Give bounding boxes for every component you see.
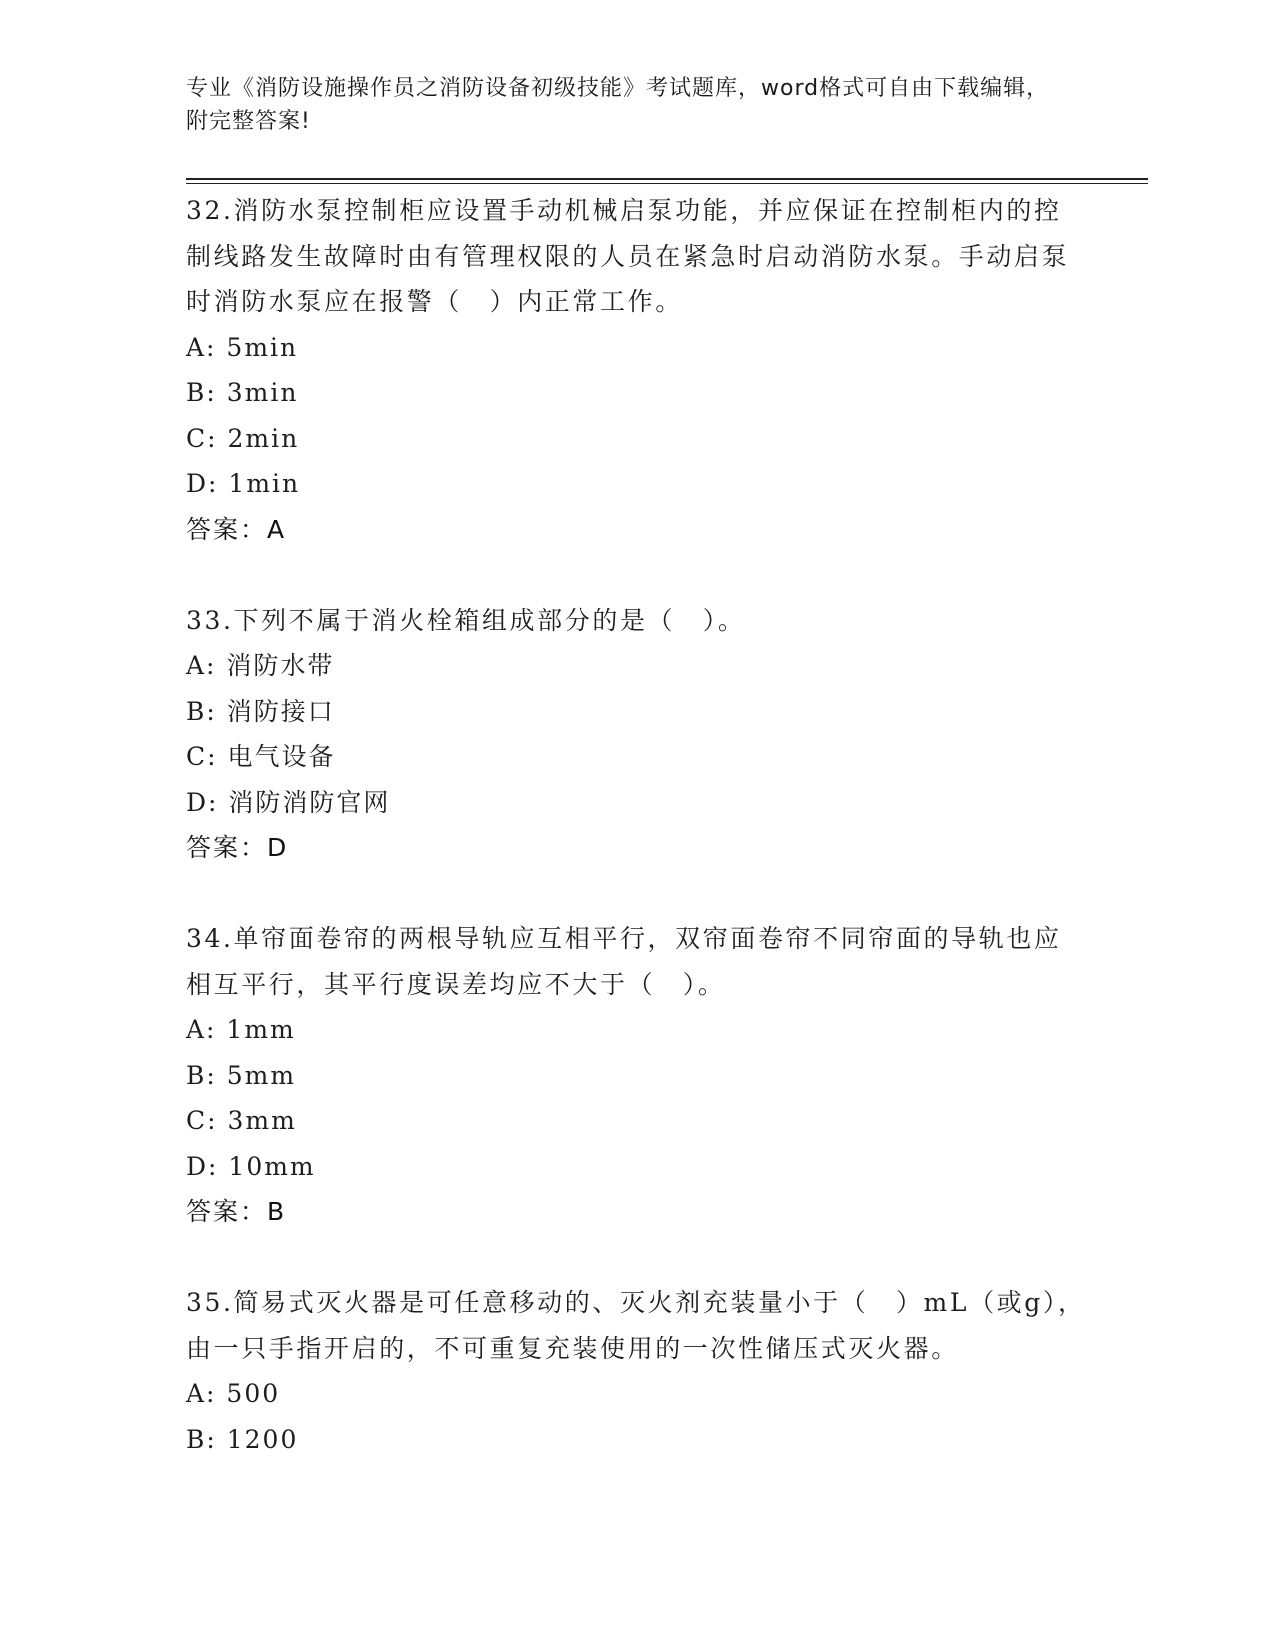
option-d: D: 1min	[186, 469, 301, 498]
spacer	[186, 552, 1086, 598]
option-d: D: 10mm	[186, 1151, 316, 1181]
question-stem: 34.单帘面卷帘的两根导轨应互相平行，双帘面卷帘不同帘面的导轨也应相互平行，其平行度误差均应不大于（ ）。	[186, 924, 1062, 999]
answer-line: 答案：B	[186, 1197, 287, 1226]
option-a: A: 5min	[186, 332, 299, 362]
header-divider-thin	[186, 183, 1148, 184]
spacer	[186, 1235, 1086, 1281]
question-stem: 33.下列不属于消火栓箱组成部分的是（ ）。	[186, 605, 746, 635]
option-b: B: 5mm	[186, 1060, 297, 1090]
option-c: C: 2min	[186, 423, 300, 453]
option-d: D: 消防消防官网	[186, 787, 391, 817]
option-b: B: 消防接口	[186, 696, 335, 726]
option-c: C: 电气设备	[186, 742, 336, 771]
option-a: A: 消防水带	[186, 651, 335, 680]
option-a: A: 1mm	[186, 1015, 296, 1044]
document-header: 专业《消防设施操作员之消防设备初级技能》考试题库，word格式可自由下载编辑，附完整答案!	[186, 76, 1050, 134]
option-b: B: 1200	[186, 1424, 299, 1454]
question-32	[186, 188, 1086, 552]
question-33	[186, 598, 1086, 871]
option-b: B: 3min	[186, 378, 299, 407]
answer-line: 答案：A	[186, 514, 287, 544]
option-a: A: 500	[186, 1379, 281, 1408]
spacer	[186, 871, 1086, 917]
header-divider-thick	[186, 178, 1148, 180]
question-stem: 32.消防水泵控制柜应设置手动机械启泵功能，并应保证在控制柜内的控制线路发生故障时由有管理权限的人员在紧急时启动消防水泵。手动启泵时消防水泵应在报警（ ）内正常工作。	[186, 196, 1070, 316]
question-34	[186, 916, 1086, 1235]
answer-line: 答案：D	[186, 833, 289, 862]
question-list	[186, 188, 1086, 1462]
question-35	[186, 1280, 1086, 1462]
option-c: C: 3mm	[186, 1106, 297, 1135]
question-stem: 35.简易式灭火器是可任意移动的、灭火剂充装量小于（ ）mL（或g），由一只手指开启的，不可重复充装使用的一次性储压式灭火器。	[186, 1288, 1086, 1363]
